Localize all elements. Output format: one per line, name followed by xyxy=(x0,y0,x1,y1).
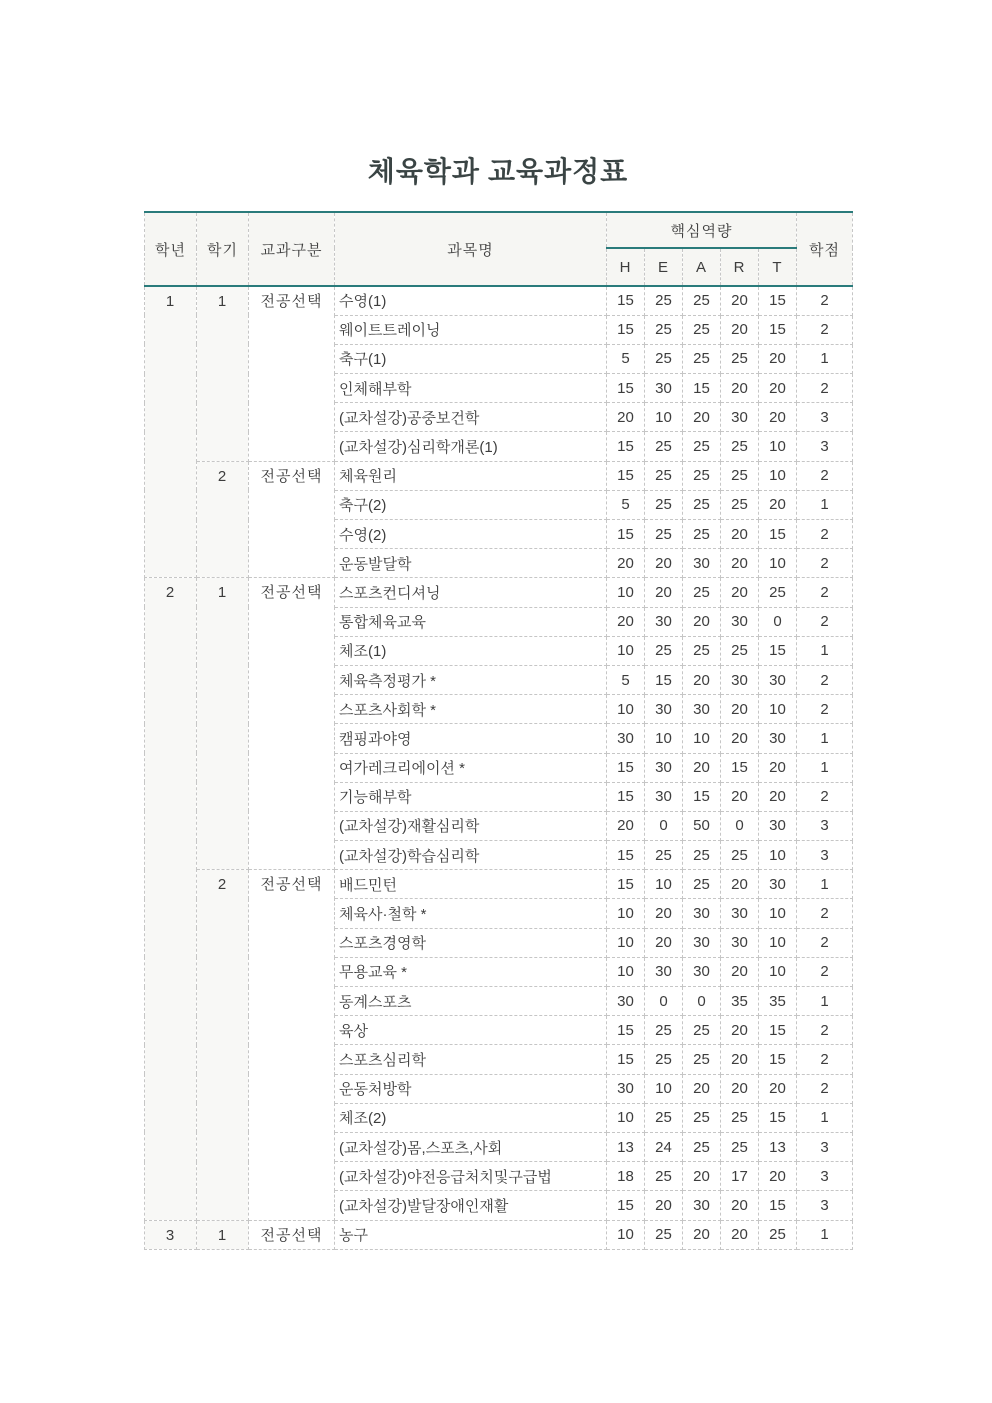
credit-cell: 1 xyxy=(797,636,853,665)
score-cell-a: 25 xyxy=(683,461,721,490)
subject-cell: 체육원리 xyxy=(335,461,607,490)
score-cell-e: 25 xyxy=(645,286,683,315)
score-cell-e: 25 xyxy=(645,1162,683,1191)
score-cell-r: 25 xyxy=(721,461,759,490)
subject-cell: 스포츠컨디셔닝 xyxy=(335,578,607,607)
score-cell-r: 20 xyxy=(721,957,759,986)
score-cell-h: 30 xyxy=(607,724,645,753)
score-cell-h: 15 xyxy=(607,520,645,549)
score-cell-h: 15 xyxy=(607,782,645,811)
credit-cell: 3 xyxy=(797,403,853,432)
subject-cell: 무용교육 * xyxy=(335,957,607,986)
score-cell-t: 13 xyxy=(759,1132,797,1161)
score-cell-r: 20 xyxy=(721,1191,759,1220)
score-cell-h: 10 xyxy=(607,636,645,665)
year-cell: 1 xyxy=(145,286,197,578)
score-cell-h: 15 xyxy=(607,315,645,344)
score-cell-e: 20 xyxy=(645,578,683,607)
credit-cell: 1 xyxy=(797,987,853,1016)
subject-cell: 인체해부학 xyxy=(335,374,607,403)
score-cell-t: 10 xyxy=(759,549,797,578)
score-cell-r: 15 xyxy=(721,753,759,782)
score-cell-r: 20 xyxy=(721,520,759,549)
score-cell-a: 10 xyxy=(683,724,721,753)
score-cell-a: 30 xyxy=(683,899,721,928)
score-cell-h: 15 xyxy=(607,1045,645,1074)
score-cell-e: 30 xyxy=(645,607,683,636)
score-cell-h: 10 xyxy=(607,957,645,986)
score-cell-a: 30 xyxy=(683,957,721,986)
score-cell-e: 30 xyxy=(645,957,683,986)
header-year: 학년 xyxy=(145,212,197,286)
score-cell-h: 15 xyxy=(607,1016,645,1045)
score-cell-t: 30 xyxy=(759,724,797,753)
score-cell-t: 30 xyxy=(759,811,797,840)
table-row xyxy=(145,870,853,899)
score-cell-r: 20 xyxy=(721,374,759,403)
subject-cell: 체육측정평가 * xyxy=(335,665,607,694)
header-competency-e: E xyxy=(645,248,683,286)
score-cell-t: 10 xyxy=(759,899,797,928)
subject-cell: 체조(2) xyxy=(335,1103,607,1132)
score-cell-e: 25 xyxy=(645,315,683,344)
score-cell-r: 17 xyxy=(721,1162,759,1191)
score-cell-r: 30 xyxy=(721,899,759,928)
score-cell-t: 15 xyxy=(759,286,797,315)
score-cell-t: 20 xyxy=(759,782,797,811)
subject-cell: 운동처방학 xyxy=(335,1074,607,1103)
header-row-1 xyxy=(145,212,853,248)
score-cell-e: 25 xyxy=(645,461,683,490)
score-cell-h: 20 xyxy=(607,607,645,636)
score-cell-h: 15 xyxy=(607,461,645,490)
category-cell: 전공선택 xyxy=(249,286,335,461)
score-cell-t: 10 xyxy=(759,928,797,957)
score-cell-r: 30 xyxy=(721,607,759,636)
score-cell-t: 10 xyxy=(759,461,797,490)
score-cell-r: 25 xyxy=(721,344,759,373)
score-cell-e: 30 xyxy=(645,782,683,811)
score-cell-e: 25 xyxy=(645,344,683,373)
score-cell-e: 25 xyxy=(645,1103,683,1132)
score-cell-e: 25 xyxy=(645,1016,683,1045)
subject-cell: 캠핑과야영 xyxy=(335,724,607,753)
score-cell-t: 10 xyxy=(759,957,797,986)
semester-cell: 1 xyxy=(197,286,249,461)
score-cell-e: 20 xyxy=(645,549,683,578)
subject-cell: 기능해부학 xyxy=(335,782,607,811)
credit-cell: 2 xyxy=(797,520,853,549)
subject-cell: 축구(1) xyxy=(335,344,607,373)
score-cell-a: 25 xyxy=(683,1045,721,1074)
score-cell-r: 20 xyxy=(721,286,759,315)
subject-cell: 체조(1) xyxy=(335,636,607,665)
score-cell-e: 25 xyxy=(645,432,683,461)
score-cell-a: 25 xyxy=(683,870,721,899)
score-cell-e: 30 xyxy=(645,374,683,403)
credit-cell: 3 xyxy=(797,1191,853,1220)
curriculum-table-body xyxy=(145,286,853,1249)
score-cell-h: 20 xyxy=(607,549,645,578)
score-cell-r: 25 xyxy=(721,1103,759,1132)
score-cell-a: 30 xyxy=(683,1191,721,1220)
score-cell-r: 20 xyxy=(721,695,759,724)
credit-cell: 1 xyxy=(797,1103,853,1132)
subject-cell: 스포츠경영학 xyxy=(335,928,607,957)
score-cell-a: 25 xyxy=(683,520,721,549)
score-cell-r: 25 xyxy=(721,432,759,461)
score-cell-a: 25 xyxy=(683,1103,721,1132)
score-cell-a: 25 xyxy=(683,636,721,665)
table-row xyxy=(145,1220,853,1249)
score-cell-t: 0 xyxy=(759,607,797,636)
credit-cell: 1 xyxy=(797,1220,853,1249)
score-cell-h: 5 xyxy=(607,665,645,694)
subject-cell: (교차설강)몸,스포츠,사회 xyxy=(335,1132,607,1161)
category-cell: 전공선택 xyxy=(249,578,335,870)
subject-cell: (교차설강)재활심리학 xyxy=(335,811,607,840)
header-competency-r: R xyxy=(721,248,759,286)
table-row xyxy=(145,286,853,315)
score-cell-e: 24 xyxy=(645,1132,683,1161)
score-cell-a: 25 xyxy=(683,315,721,344)
score-cell-h: 15 xyxy=(607,374,645,403)
score-cell-h: 15 xyxy=(607,432,645,461)
score-cell-h: 15 xyxy=(607,286,645,315)
subject-cell: 웨이트트레이닝 xyxy=(335,315,607,344)
score-cell-a: 30 xyxy=(683,549,721,578)
header-competency-h: H xyxy=(607,248,645,286)
subject-cell: 통합체육교육 xyxy=(335,607,607,636)
score-cell-a: 15 xyxy=(683,782,721,811)
score-cell-h: 10 xyxy=(607,1220,645,1249)
header-credit: 학점 xyxy=(797,212,853,286)
category-cell: 전공선택 xyxy=(249,870,335,1220)
score-cell-e: 25 xyxy=(645,841,683,870)
score-cell-t: 15 xyxy=(759,1016,797,1045)
score-cell-e: 15 xyxy=(645,665,683,694)
credit-cell: 1 xyxy=(797,753,853,782)
score-cell-t: 10 xyxy=(759,695,797,724)
score-cell-e: 0 xyxy=(645,987,683,1016)
credit-cell: 2 xyxy=(797,549,853,578)
score-cell-a: 25 xyxy=(683,1132,721,1161)
score-cell-r: 20 xyxy=(721,578,759,607)
score-cell-r: 20 xyxy=(721,724,759,753)
subject-cell: (교차설강)심리학개론(1) xyxy=(335,432,607,461)
score-cell-h: 15 xyxy=(607,1191,645,1220)
header-semester: 학기 xyxy=(197,212,249,286)
score-cell-r: 20 xyxy=(721,1074,759,1103)
credit-cell: 3 xyxy=(797,1162,853,1191)
credit-cell: 2 xyxy=(797,315,853,344)
score-cell-t: 25 xyxy=(759,578,797,607)
subject-cell: 수영(2) xyxy=(335,520,607,549)
subject-cell: 스포츠사회학 * xyxy=(335,695,607,724)
curriculum-table xyxy=(144,211,853,1250)
score-cell-a: 25 xyxy=(683,286,721,315)
score-cell-h: 10 xyxy=(607,1103,645,1132)
score-cell-r: 30 xyxy=(721,665,759,694)
score-cell-t: 20 xyxy=(759,344,797,373)
score-cell-h: 20 xyxy=(607,403,645,432)
credit-cell: 2 xyxy=(797,374,853,403)
score-cell-e: 10 xyxy=(645,870,683,899)
score-cell-h: 5 xyxy=(607,344,645,373)
score-cell-h: 30 xyxy=(607,1074,645,1103)
score-cell-h: 18 xyxy=(607,1162,645,1191)
score-cell-a: 20 xyxy=(683,403,721,432)
score-cell-a: 20 xyxy=(683,1074,721,1103)
table-header xyxy=(145,212,853,286)
score-cell-a: 30 xyxy=(683,928,721,957)
score-cell-a: 25 xyxy=(683,344,721,373)
score-cell-r: 20 xyxy=(721,1220,759,1249)
category-cell: 전공선택 xyxy=(249,1220,335,1249)
score-cell-r: 25 xyxy=(721,490,759,519)
score-cell-h: 20 xyxy=(607,811,645,840)
score-cell-e: 30 xyxy=(645,753,683,782)
year-cell: 3 xyxy=(145,1220,197,1249)
credit-cell: 2 xyxy=(797,695,853,724)
score-cell-r: 25 xyxy=(721,1132,759,1161)
subject-cell: 축구(2) xyxy=(335,490,607,519)
score-cell-e: 20 xyxy=(645,928,683,957)
score-cell-t: 15 xyxy=(759,520,797,549)
score-cell-r: 35 xyxy=(721,987,759,1016)
credit-cell: 2 xyxy=(797,928,853,957)
score-cell-h: 10 xyxy=(607,928,645,957)
score-cell-e: 10 xyxy=(645,724,683,753)
score-cell-e: 25 xyxy=(645,520,683,549)
subject-cell: 체육사·철학 * xyxy=(335,899,607,928)
score-cell-a: 20 xyxy=(683,607,721,636)
subject-cell: 농구 xyxy=(335,1220,607,1249)
header-competency-t: T xyxy=(759,248,797,286)
score-cell-a: 25 xyxy=(683,1016,721,1045)
score-cell-a: 15 xyxy=(683,374,721,403)
credit-cell: 3 xyxy=(797,811,853,840)
semester-cell: 1 xyxy=(197,578,249,870)
score-cell-e: 20 xyxy=(645,899,683,928)
credit-cell: 2 xyxy=(797,578,853,607)
score-cell-e: 25 xyxy=(645,1045,683,1074)
score-cell-r: 25 xyxy=(721,841,759,870)
score-cell-a: 25 xyxy=(683,578,721,607)
score-cell-e: 25 xyxy=(645,636,683,665)
score-cell-r: 30 xyxy=(721,403,759,432)
score-cell-h: 15 xyxy=(607,841,645,870)
subject-cell: (교차설강)발달장애인재활 xyxy=(335,1191,607,1220)
credit-cell: 2 xyxy=(797,665,853,694)
score-cell-e: 0 xyxy=(645,811,683,840)
category-cell: 전공선택 xyxy=(249,461,335,578)
score-cell-h: 10 xyxy=(607,578,645,607)
score-cell-t: 15 xyxy=(759,1045,797,1074)
score-cell-t: 15 xyxy=(759,315,797,344)
score-cell-r: 20 xyxy=(721,315,759,344)
credit-cell: 3 xyxy=(797,841,853,870)
score-cell-e: 30 xyxy=(645,695,683,724)
header-subject: 과목명 xyxy=(335,212,607,286)
score-cell-r: 20 xyxy=(721,1045,759,1074)
score-cell-h: 10 xyxy=(607,899,645,928)
semester-cell: 2 xyxy=(197,461,249,578)
subject-cell: (교차설강)야전응급처치및구급법 xyxy=(335,1162,607,1191)
score-cell-t: 20 xyxy=(759,1162,797,1191)
score-cell-t: 30 xyxy=(759,870,797,899)
score-cell-e: 10 xyxy=(645,403,683,432)
credit-cell: 2 xyxy=(797,286,853,315)
score-cell-a: 25 xyxy=(683,432,721,461)
score-cell-e: 20 xyxy=(645,1191,683,1220)
document-body xyxy=(144,0,852,1250)
subject-cell: (교차설강)학습심리학 xyxy=(335,841,607,870)
score-cell-r: 25 xyxy=(721,636,759,665)
score-cell-t: 20 xyxy=(759,403,797,432)
credit-cell: 2 xyxy=(797,1045,853,1074)
score-cell-r: 20 xyxy=(721,782,759,811)
score-cell-t: 20 xyxy=(759,753,797,782)
subject-cell: 여가레크리에이션 * xyxy=(335,753,607,782)
subject-cell: 수영(1) xyxy=(335,286,607,315)
credit-cell: 1 xyxy=(797,490,853,519)
score-cell-h: 10 xyxy=(607,695,645,724)
score-cell-r: 20 xyxy=(721,1016,759,1045)
credit-cell: 1 xyxy=(797,724,853,753)
credit-cell: 2 xyxy=(797,899,853,928)
credit-cell: 2 xyxy=(797,1016,853,1045)
score-cell-t: 15 xyxy=(759,1103,797,1132)
score-cell-h: 13 xyxy=(607,1132,645,1161)
score-cell-t: 20 xyxy=(759,1074,797,1103)
score-cell-a: 25 xyxy=(683,841,721,870)
semester-cell: 1 xyxy=(197,1220,249,1249)
subject-cell: 운동발달학 xyxy=(335,549,607,578)
subject-cell: 육상 xyxy=(335,1016,607,1045)
score-cell-e: 25 xyxy=(645,490,683,519)
score-cell-a: 20 xyxy=(683,1220,721,1249)
score-cell-h: 5 xyxy=(607,490,645,519)
table-row xyxy=(145,578,853,607)
score-cell-a: 50 xyxy=(683,811,721,840)
score-cell-h: 15 xyxy=(607,870,645,899)
subject-cell: (교차설강)공중보건학 xyxy=(335,403,607,432)
score-cell-r: 30 xyxy=(721,928,759,957)
score-cell-r: 0 xyxy=(721,811,759,840)
subject-cell: 동계스포츠 xyxy=(335,987,607,1016)
score-cell-h: 15 xyxy=(607,753,645,782)
subject-cell: 배드민턴 xyxy=(335,870,607,899)
score-cell-t: 20 xyxy=(759,374,797,403)
score-cell-h: 30 xyxy=(607,987,645,1016)
score-cell-a: 0 xyxy=(683,987,721,1016)
table-row xyxy=(145,461,853,490)
score-cell-t: 10 xyxy=(759,841,797,870)
score-cell-t: 20 xyxy=(759,490,797,519)
credit-cell: 2 xyxy=(797,782,853,811)
credit-cell: 2 xyxy=(797,461,853,490)
header-category: 교과구분 xyxy=(249,212,335,286)
score-cell-t: 15 xyxy=(759,1191,797,1220)
header-competency-a: A xyxy=(683,248,721,286)
credit-cell: 2 xyxy=(797,957,853,986)
page-title: 체육학과 교육과정표 xyxy=(367,157,629,188)
header-competency-group: 핵심역량 xyxy=(607,212,797,248)
year-cell: 2 xyxy=(145,578,197,1220)
score-cell-t: 10 xyxy=(759,432,797,461)
score-cell-t: 35 xyxy=(759,987,797,1016)
subject-cell: 스포츠심리학 xyxy=(335,1045,607,1074)
semester-cell: 2 xyxy=(197,870,249,1220)
score-cell-a: 20 xyxy=(683,753,721,782)
score-cell-e: 10 xyxy=(645,1074,683,1103)
credit-cell: 3 xyxy=(797,1132,853,1161)
score-cell-a: 20 xyxy=(683,665,721,694)
score-cell-r: 20 xyxy=(721,870,759,899)
credit-cell: 1 xyxy=(797,870,853,899)
credit-cell: 1 xyxy=(797,344,853,373)
score-cell-e: 25 xyxy=(645,1220,683,1249)
credit-cell: 3 xyxy=(797,432,853,461)
credit-cell: 2 xyxy=(797,607,853,636)
credit-cell: 2 xyxy=(797,1074,853,1103)
score-cell-t: 25 xyxy=(759,1220,797,1249)
score-cell-t: 30 xyxy=(759,665,797,694)
score-cell-a: 30 xyxy=(683,695,721,724)
score-cell-r: 20 xyxy=(721,549,759,578)
score-cell-a: 25 xyxy=(683,490,721,519)
score-cell-a: 20 xyxy=(683,1162,721,1191)
score-cell-t: 15 xyxy=(759,636,797,665)
